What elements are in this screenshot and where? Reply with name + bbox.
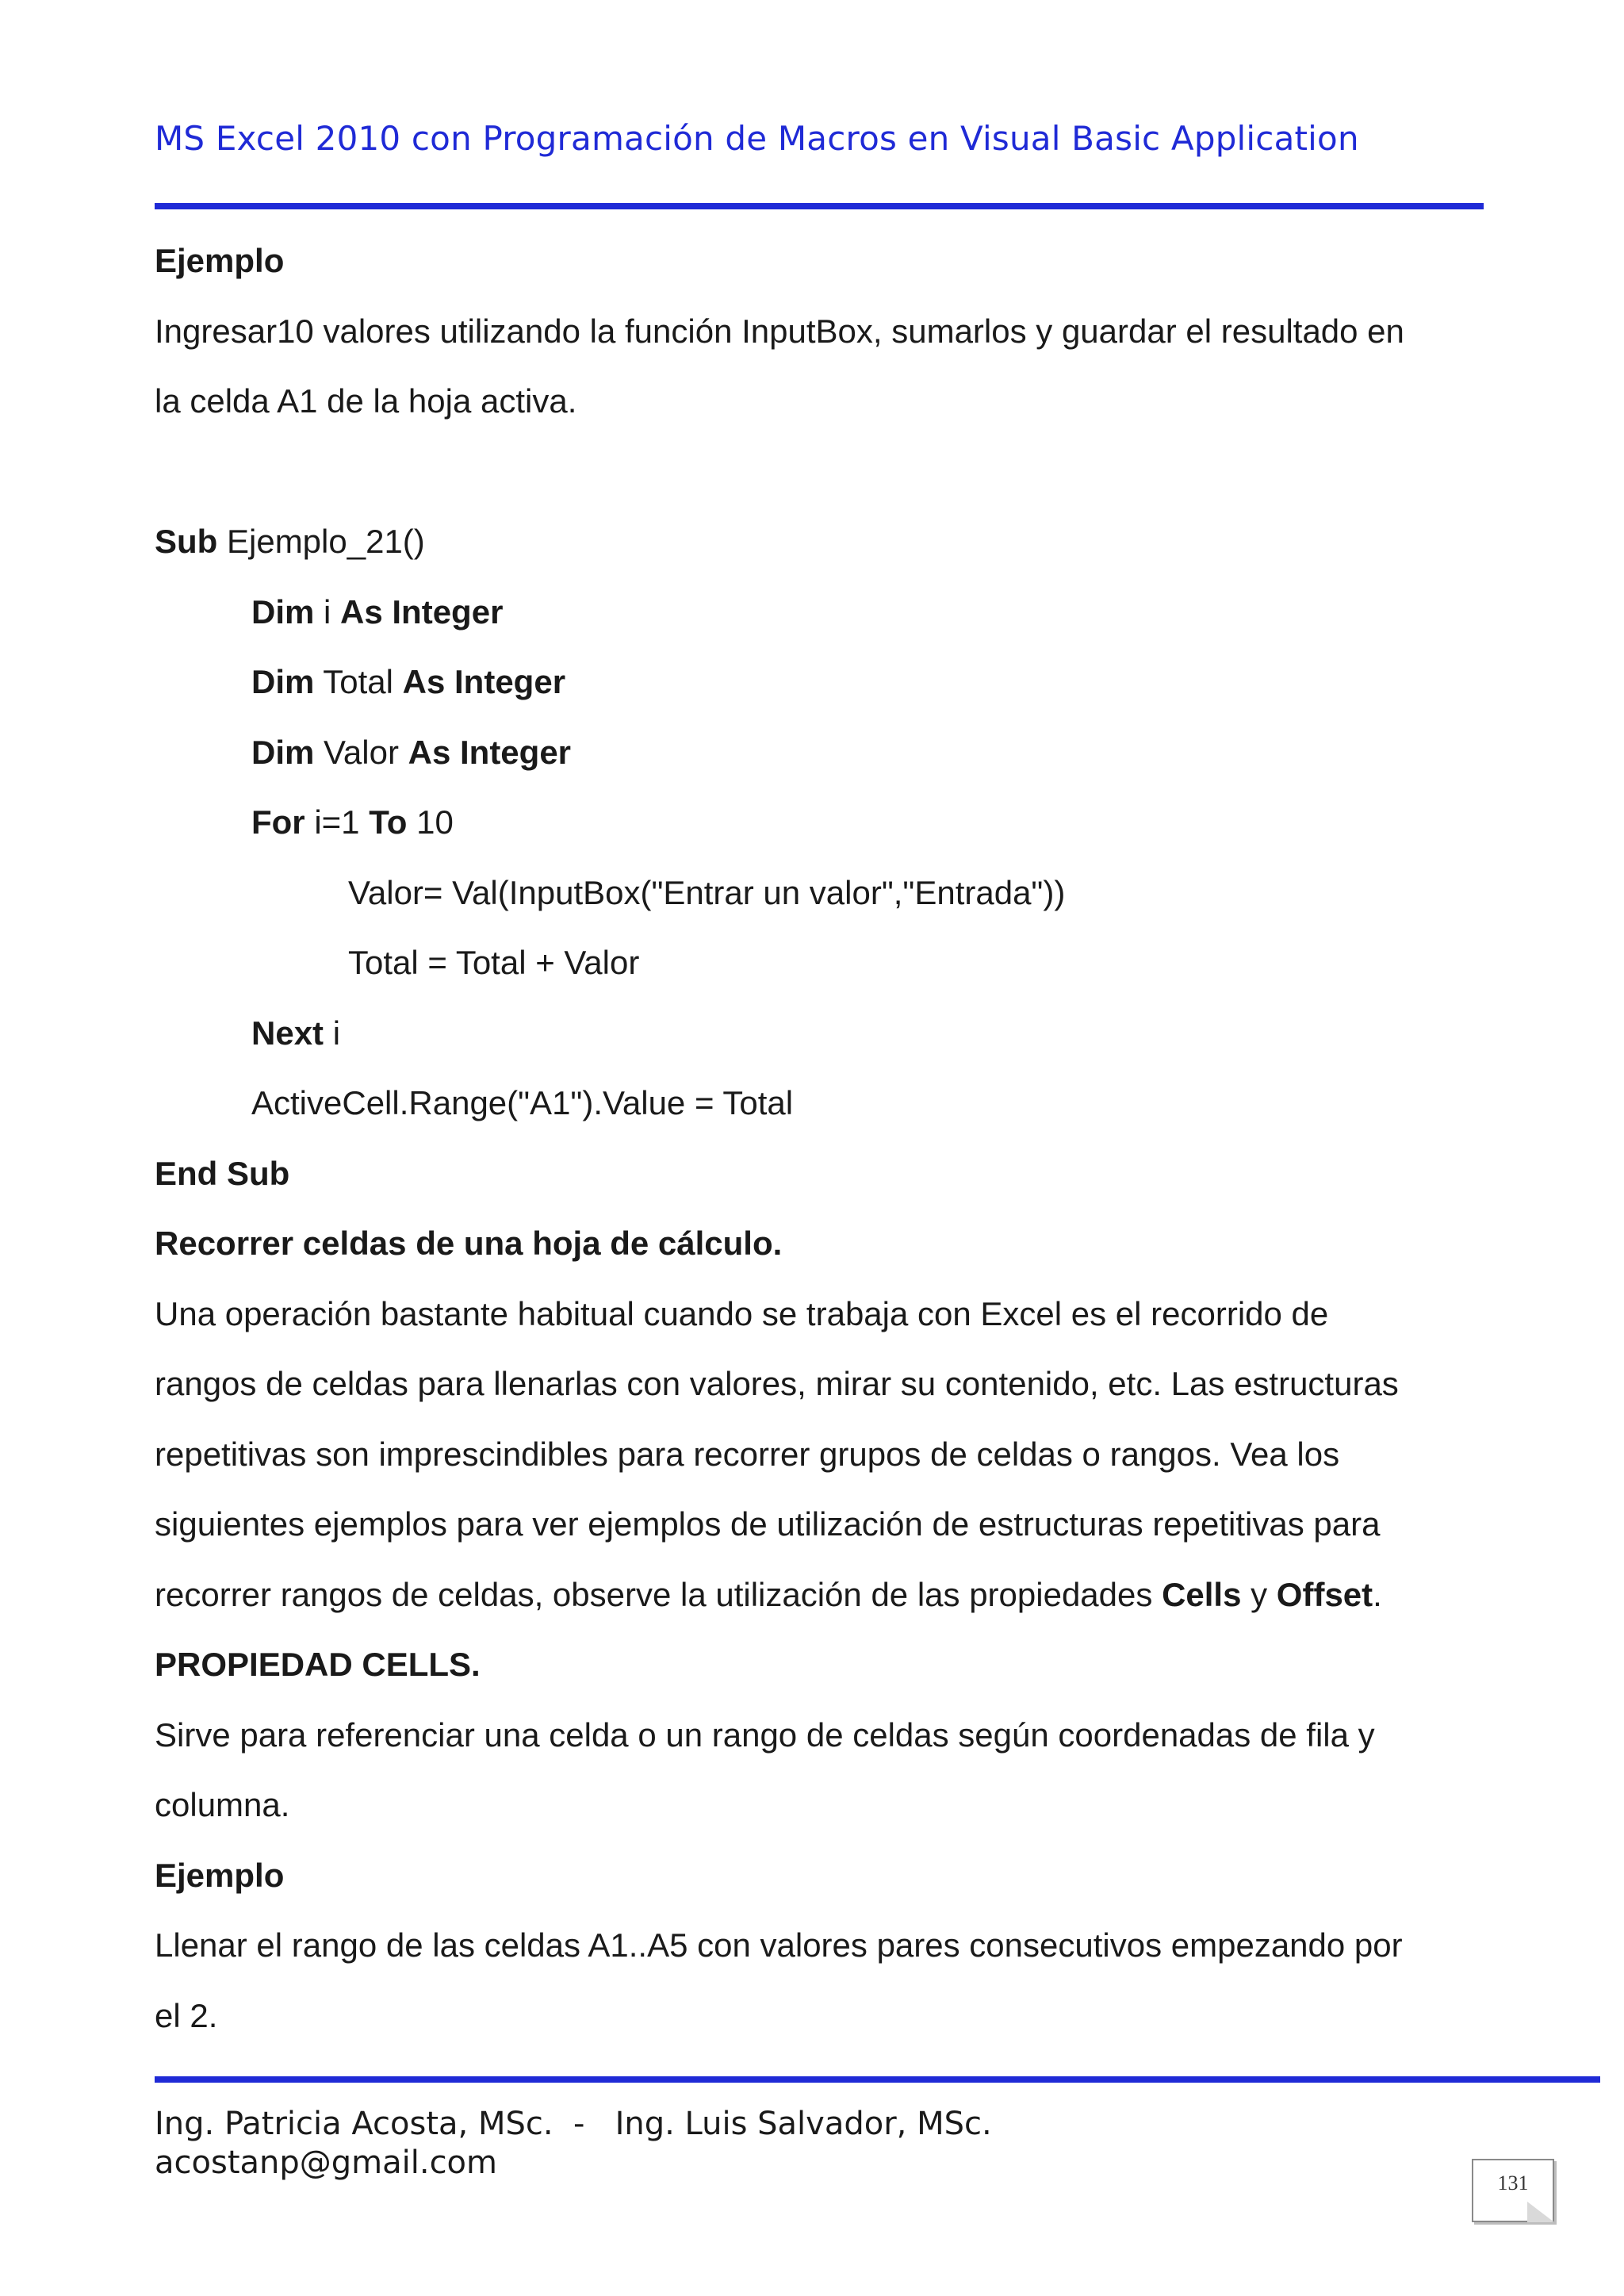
- property-cells: Cells: [1162, 1575, 1242, 1613]
- example-description-line: Ingresar10 valores utilizando la función InputBox, sumarlos y guardar el resultado en: [155, 312, 1404, 350]
- example-heading: Ejemplo: [155, 1856, 285, 1894]
- code-text: i: [314, 592, 341, 631]
- footer-divider: [155, 2076, 1600, 2083]
- code-text: 10: [407, 803, 454, 841]
- header-divider: [155, 203, 1484, 209]
- section-heading: Recorrer celdas de una hoja de cálculo.: [155, 1225, 783, 1262]
- code-keyword: As Integer: [402, 663, 566, 700]
- code-text: Valor: [314, 733, 408, 771]
- code-keyword: Dim: [251, 733, 315, 771]
- code-line-body: Valor= Val(InputBox("Entrar un valor","Entrada")): [348, 873, 1066, 911]
- paragraph-text: .: [1373, 1575, 1382, 1613]
- code-line-sub: [155, 507, 1471, 577]
- paragraph-line: repetitivas son imprescindibles para recorrer grupos de celdas o rangos. Vea los: [155, 1435, 1340, 1473]
- code-keyword: Dim: [251, 663, 315, 700]
- paragraph-line: Una operación bastante habitual cuando se trabaja con Excel es el recorrido de: [155, 1294, 1329, 1332]
- example-heading: Ejemplo: [155, 242, 285, 279]
- code-line-for: [155, 788, 1471, 858]
- code-line-dim: [155, 647, 1471, 718]
- code-keyword: Dim: [251, 592, 315, 631]
- code-keyword: As Integer: [340, 592, 504, 631]
- code-text: Ejemplo_21(): [217, 523, 425, 560]
- code-line-activecell: ActiveCell.Range("A1").Value = Total: [251, 1084, 794, 1121]
- paragraph-line: [155, 1560, 1471, 1631]
- code-keyword: As Integer: [408, 733, 572, 771]
- page-number-box: [1472, 2159, 1554, 2222]
- property-offset: Offset: [1276, 1575, 1373, 1613]
- code-line-dim: [155, 577, 1471, 648]
- document-header-title: MS Excel 2010 con Programación de Macros en Visual Basic Application: [155, 119, 1359, 158]
- paragraph-text: recorrer rangos de celdas, observe la utilización de las propiedades: [155, 1575, 1162, 1613]
- paragraph-line: columna.: [155, 1786, 290, 1823]
- code-keyword: For: [251, 803, 305, 841]
- paragraph-line: siguientes ejemplos para ver ejemplos de utilización de estructuras repetitivas para: [155, 1505, 1381, 1543]
- footer-email: acostanp@gmail.com: [155, 2145, 497, 2181]
- paragraph-line: Sirve para referenciar una celda o un rango de celdas según coordenadas de fila y: [155, 1715, 1375, 1754]
- page-number: 131: [1497, 2171, 1529, 2194]
- paragraph-line: rangos de celdas para llenarlas con valores, mirar su contenido, etc. Las estructuras: [155, 1365, 1399, 1402]
- page-body: [155, 226, 1471, 2051]
- example-description-line: la celda A1 de la hoja activa.: [155, 382, 577, 420]
- paragraph-line: Llenar el rango de las celdas A1..A5 con valores pares consecutivos empezando por: [155, 1926, 1403, 1964]
- footer-authors: Ing. Patricia Acosta, MSc. - Ing. Luis Salvador, MSc.: [155, 2106, 992, 2142]
- code-line-next: [155, 999, 1471, 1069]
- code-text: i=1: [304, 803, 370, 841]
- spacer: [155, 437, 1471, 508]
- paragraph-text: y: [1241, 1575, 1277, 1613]
- code-keyword: To: [369, 803, 408, 841]
- code-keyword: Sub: [155, 523, 218, 560]
- paragraph-line: el 2.: [155, 1996, 218, 2034]
- section-heading: PROPIEDAD CELLS.: [155, 1646, 481, 1683]
- page-corner-fold-icon: [1527, 2202, 1554, 2222]
- code-line-end-sub: End Sub: [155, 1154, 290, 1192]
- code-line-body: Total = Total + Valor: [348, 944, 640, 981]
- code-text: i: [324, 1014, 341, 1052]
- code-text: Total: [314, 663, 403, 700]
- code-line-dim: [155, 718, 1471, 788]
- code-keyword: Next: [251, 1014, 324, 1052]
